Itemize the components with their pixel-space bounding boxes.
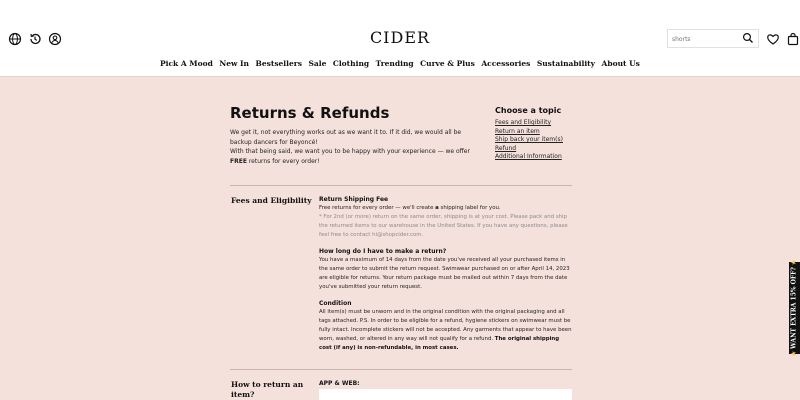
nav-item-bestsellers[interactable]: Bestsellers: [255, 59, 302, 68]
topic-link-fees[interactable]: Fees and Eligibility: [495, 119, 552, 126]
condition-heading: Condition: [319, 300, 352, 307]
return-window-heading: How long do I have to make a return?: [319, 248, 447, 255]
intro-text-2b: returns for every order!: [246, 157, 320, 165]
nav-item-about-us[interactable]: About Us: [601, 59, 640, 68]
main-nav: [160, 59, 640, 68]
nav-item-pick-a-mood[interactable]: Pick A Mood: [160, 59, 213, 68]
site-logo[interactable]: CIDER: [369, 28, 431, 47]
shipping-fee-text-b: shipping label for you.: [438, 205, 501, 211]
topic-link-additional-info[interactable]: Additional Information: [495, 153, 562, 160]
nav-item-clothing[interactable]: Clothing: [332, 59, 370, 68]
app-web-steps-panel: [319, 389, 572, 400]
search-icon[interactable]: [742, 32, 754, 44]
section-label-fees: Fees and Eligibility: [231, 196, 312, 205]
discount-side-tab-label: [791, 260, 798, 357]
topic-menu: [495, 106, 575, 162]
section-body-how-to-return: [319, 379, 572, 388]
intro-free-emphasis: FREE: [230, 157, 247, 165]
return-window-text: You have a maximum of 14 days from the date you've received all your purchased items in the same order to submit the return request. Swimwear purchased on or after April 14, 2023 are eligible for returns. Your return package must be mailed out within 7 days from the date you've submitted your return request.: [319, 257, 570, 290]
discount-side-tab[interactable]: [789, 259, 800, 357]
condition-text: [319, 308, 572, 353]
header-right-icons: [766, 32, 800, 46]
nav-item-accessories[interactable]: Accessories: [481, 59, 531, 68]
star-icon: ★: [790, 351, 798, 357]
search-input[interactable]: [672, 32, 742, 46]
heart-icon[interactable]: [766, 32, 780, 46]
search-box[interactable]: [667, 29, 759, 48]
nav-item-sale[interactable]: Sale: [308, 59, 327, 68]
site-header: [0, 0, 800, 77]
condition-text-bold: The original shipping cost (if any) is non-refundable, in most cases.: [319, 336, 560, 351]
section-label-how-to-return-line2: item?: [231, 390, 255, 399]
star-icon: ★: [790, 259, 798, 265]
shipping-fee-text: [319, 204, 572, 213]
page-title: Returns & Refunds: [230, 104, 390, 122]
app-web-heading: APP & WEB:: [319, 380, 360, 387]
nav-item-sustainability[interactable]: Sustainability: [536, 59, 596, 68]
intro-text-1: We get it, not everything works out as we want it to. If it did, we would all be backup dancers for Beyoncé!: [230, 129, 462, 146]
nav-item-trending[interactable]: Trending: [375, 59, 414, 68]
topic-link-refund[interactable]: Refund: [495, 144, 517, 152]
section-body-fees: [319, 195, 572, 353]
section-label-how-to-return-line1: How to return an: [231, 380, 304, 389]
section-divider: [230, 369, 572, 370]
topic-menu-title: Choose a topic: [495, 106, 562, 115]
nav-item-new-in[interactable]: New In: [219, 59, 250, 68]
section-label-how-to-return: [231, 380, 303, 400]
intro-text-2a: With that being said, we want you to be happy with your experience — we offer: [230, 148, 470, 155]
discount-side-tab-text: WANT EXTRA 15% OFF?: [790, 267, 798, 349]
nav-item-curve-plus[interactable]: Curve & Plus: [420, 59, 475, 68]
shipping-fee-note: * For 2nd (or more) return on the same order, shipping is at your cost. Please pack and ship the returned items to our warehouse in the United States. If you have any questions, please feel free to contact hi@shopcider.com.: [319, 214, 568, 238]
topic-link-ship-back[interactable]: Ship back your item(s): [495, 136, 563, 143]
section-divider: [230, 185, 572, 186]
topic-link-return-item[interactable]: Return an item: [495, 127, 540, 135]
shipping-fee-text-a: Free returns for every order — we'll create: [319, 205, 436, 211]
bag-icon[interactable]: [786, 32, 800, 46]
shipping-fee-text-bold: a: [435, 205, 439, 211]
condition-text-body: All item(s) must be unworn and in the original condition with the original packaging and all tags attached. P.S. In order to be eligible for a refund, hygiene stickers on swimwear must be fully intact. Incomplete stickers will not be accepted. Any garments that appear to have been worn, washed, or altered in any way will not qualify for a refund.: [319, 309, 572, 342]
shipping-fee-heading: Return Shipping Fee: [319, 196, 389, 203]
intro-text-2: [230, 147, 480, 166]
